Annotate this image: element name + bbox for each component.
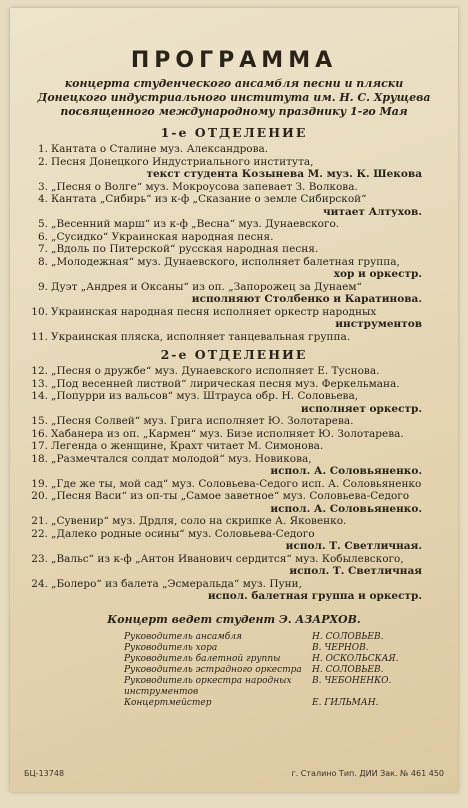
staff-role: Руководитель эстрадного оркестра — [124, 664, 302, 675]
item-text-block — [51, 553, 444, 578]
item-number: 24. — [31, 577, 48, 590]
item-text-block — [51, 193, 444, 218]
item-number: 19. — [31, 477, 48, 490]
item-performer: испол. Т. Светличная. — [285, 540, 422, 552]
item-performer: исполняет оркестр. — [300, 402, 422, 415]
item-number: 22. — [31, 527, 48, 540]
staff-name: Н. СОЛОВЬЕВ. — [312, 631, 384, 642]
program-item — [24, 365, 444, 378]
item-text: „Далеко родные осины“ муз. Соловьева-Седого — [51, 527, 315, 540]
item-text: „Весенний марш“ из к-ф „Весна“ муз. Дунаевского. — [51, 218, 340, 230]
item-text: „Попурри из вальсов“ муз. Штрауса обр. Н. Соловьева, — [51, 390, 359, 402]
item-performer: испол. Т. Светличная — [289, 565, 422, 577]
program-item — [24, 528, 444, 553]
item-number: 5. — [37, 218, 48, 230]
item-text: Кантата о Сталине муз. Александрова. — [51, 143, 269, 155]
item-text: „Вдоль по Питерской“ русская народная песня. — [51, 243, 319, 255]
program-item — [24, 181, 444, 194]
item-text: Кантата „Сибирь“ из к-ф „Сказание о земле Сибирской“ — [51, 193, 367, 205]
item-text: Украинская пляска, исполняет танцевальная группа. — [51, 330, 351, 343]
staff-list — [124, 632, 464, 709]
item-text-block — [51, 156, 444, 181]
item-text: „Песня Васи“ из оп-ты „Самое заветное“ муз. Соловьева-Седого — [51, 490, 410, 502]
program-item — [24, 515, 444, 528]
item-text: „Сусидко“ Украинская народная песня. — [51, 230, 274, 243]
item-text-block — [51, 428, 444, 441]
staff-row — [124, 643, 464, 654]
item-text-block — [51, 331, 444, 344]
staff-row — [124, 676, 464, 698]
program-item — [24, 306, 444, 331]
program-item — [24, 415, 444, 428]
program-item — [24, 390, 444, 415]
staff-name: В. ЧЕРНОВ. — [312, 642, 369, 653]
item-text-block — [51, 490, 444, 515]
program-item — [24, 478, 444, 491]
program-item — [24, 490, 444, 515]
item-text: Дуэт „Андрея и Оксаны“ из оп. „Запорожец за Дунаем“ — [51, 280, 362, 293]
item-number: 10. — [31, 305, 48, 318]
staff-row — [124, 654, 464, 665]
item-text: „Размечтался солдат молодой“ муз. Новикова, — [51, 452, 312, 465]
staff-role: Концертмейстер — [124, 697, 212, 708]
item-text: „Под весенней листвой“ лирическая песня муз. Феркельмана. — [51, 377, 400, 390]
item-text-block — [51, 181, 444, 194]
item-text: Песня Донецкого Индустриального института, — [51, 155, 314, 168]
subtitle-line: посвященного международному празднику 1-го Мая — [60, 105, 408, 118]
item-text-block — [51, 415, 444, 428]
item-number: 20. — [31, 490, 48, 502]
program-item — [24, 453, 444, 478]
item-text-block — [51, 243, 444, 256]
item-number: 13. — [31, 377, 48, 390]
item-number: 16. — [31, 427, 48, 440]
item-text: „Вальс“ из к-ф „Антон Иванович сердится“ муз. Кобылевского, — [51, 552, 404, 565]
item-performer: хор и оркестр. — [333, 268, 422, 280]
item-number: 9. — [37, 280, 48, 293]
item-text: Украинская народная песня исполняет оркестр народных — [51, 305, 377, 318]
section-2-list — [24, 365, 444, 603]
item-number: 12. — [31, 365, 48, 377]
item-performer: испол. А. Соловьяненко. — [270, 465, 422, 477]
program-item — [24, 243, 444, 256]
program-item — [24, 156, 444, 181]
staff-row — [124, 665, 464, 676]
staff-role: Руководитель оркестра народных инструментов — [124, 675, 292, 697]
item-performer: читает Алтухов. — [322, 205, 422, 218]
item-text-block — [51, 390, 444, 415]
footer-printer: г. Сталино Тип. ДИИ Зак. № 461 450 — [291, 769, 444, 778]
item-text-block — [51, 231, 444, 244]
item-number: 7. — [37, 243, 48, 255]
program-item — [24, 143, 444, 156]
item-performer: испол. А. Соловьяненко. — [270, 502, 422, 515]
program-item — [24, 218, 444, 231]
item-number: 3. — [37, 180, 48, 193]
item-number: 23. — [31, 552, 48, 565]
item-text-block — [51, 478, 444, 491]
section-1-heading: 1-е ОТДЕЛЕНИЕ — [160, 125, 308, 140]
item-number: 8. — [37, 255, 48, 268]
item-text: „Песня Солвей“ муз. Грига исполняет Ю. Золотарева. — [51, 415, 354, 427]
item-number: 6. — [37, 230, 48, 243]
item-number: 2. — [37, 155, 48, 168]
item-number: 1. — [37, 143, 48, 155]
program-title: ПРОГРАММА — [130, 48, 338, 73]
program-sheet — [10, 8, 458, 792]
program-subtitle — [24, 77, 444, 119]
item-text: Легенда о женщине, Крахт читает М. Симонова. — [51, 440, 324, 452]
item-number: 11. — [31, 330, 48, 343]
item-number: 14. — [31, 390, 48, 402]
section-2-heading: 2-е ОТДЕЛЕНИЕ — [160, 347, 308, 362]
staff-name: В. ЧЕБОНЕНКО. — [312, 675, 392, 686]
staff-name: Н. ОСКОЛЬСКАЯ. — [312, 653, 399, 664]
item-performer: исполняют Столбенко и Каратинова. — [191, 293, 422, 305]
item-text: „Болеро“ из балета „Эсмеральда“ муз. Пуни, — [51, 577, 302, 590]
item-performer: инструментов — [335, 318, 422, 330]
program-item — [24, 256, 444, 281]
item-text-block — [51, 143, 444, 156]
program-item — [24, 440, 444, 453]
section-1-list — [24, 143, 444, 343]
item-text: „Где же ты, мой сад“ муз. Соловьева-Седого исп. А. Соловьяненко — [51, 477, 422, 490]
item-text: Хабанера из оп. „Кармен“ муз. Бизе исполняет Ю. Золотарева. — [51, 427, 404, 440]
staff-name: Н. СОЛОВЬЕВ. — [312, 664, 384, 675]
item-text: „Молодежная“ муз. Дунаевского, исполняет балетная группа, — [51, 255, 400, 268]
item-text: „Песня о Волге“ муз. Мокроусова запевает З. Волкова. — [51, 180, 358, 193]
item-text-block — [51, 440, 444, 453]
program-item — [24, 378, 444, 391]
item-text-block — [51, 453, 444, 478]
item-number: 17. — [31, 440, 48, 452]
item-text-block — [51, 378, 444, 391]
item-number: 15. — [31, 415, 48, 427]
concert-host: Концерт ведет студент Э. АЗАРХОВ. — [107, 612, 361, 626]
item-text-block — [51, 306, 444, 331]
print-footer — [24, 769, 444, 778]
staff-row — [124, 698, 464, 709]
program-item — [24, 281, 444, 306]
staff-role: Руководитель хора — [124, 642, 218, 653]
item-performer: текст студента Козынева М. муз. К. Шекова — [146, 168, 422, 180]
item-number: 4. — [37, 193, 48, 205]
program-item — [24, 193, 444, 218]
staff-role: Руководитель балетной группы — [124, 653, 281, 664]
staff-name: Е. ГИЛЬМАН. — [312, 697, 379, 708]
item-text-block — [51, 365, 444, 378]
program-item — [24, 553, 444, 578]
program-item — [24, 331, 444, 344]
program-item — [24, 578, 444, 603]
program-item — [24, 231, 444, 244]
staff-row — [124, 632, 464, 643]
item-text-block — [51, 578, 444, 603]
item-number: 18. — [31, 452, 48, 465]
item-text-block — [51, 515, 444, 528]
item-text-block — [51, 281, 444, 306]
item-text-block — [51, 528, 444, 553]
item-performer: испол. балетная группа и оркестр. — [207, 590, 422, 602]
subtitle-line: Донецкого индустриального института им. Н. С. Хрущева — [37, 91, 431, 104]
item-text: „Песня о дружбе“ муз. Дунаевского исполняет Е. Туснова. — [51, 365, 380, 377]
subtitle-line: концерта студенческого ансамбля песни и пляски — [64, 77, 404, 90]
item-text: „Сувенир“ муз. Дрдля, соло на скрипке А. Яковенко. — [51, 515, 347, 527]
item-number: 21. — [31, 515, 48, 527]
staff-role: Руководитель ансамбля — [124, 631, 242, 642]
program-item — [24, 428, 444, 441]
item-text-block — [51, 218, 444, 231]
footer-code: БЦ-13748 — [24, 769, 65, 778]
item-text-block — [51, 256, 444, 281]
